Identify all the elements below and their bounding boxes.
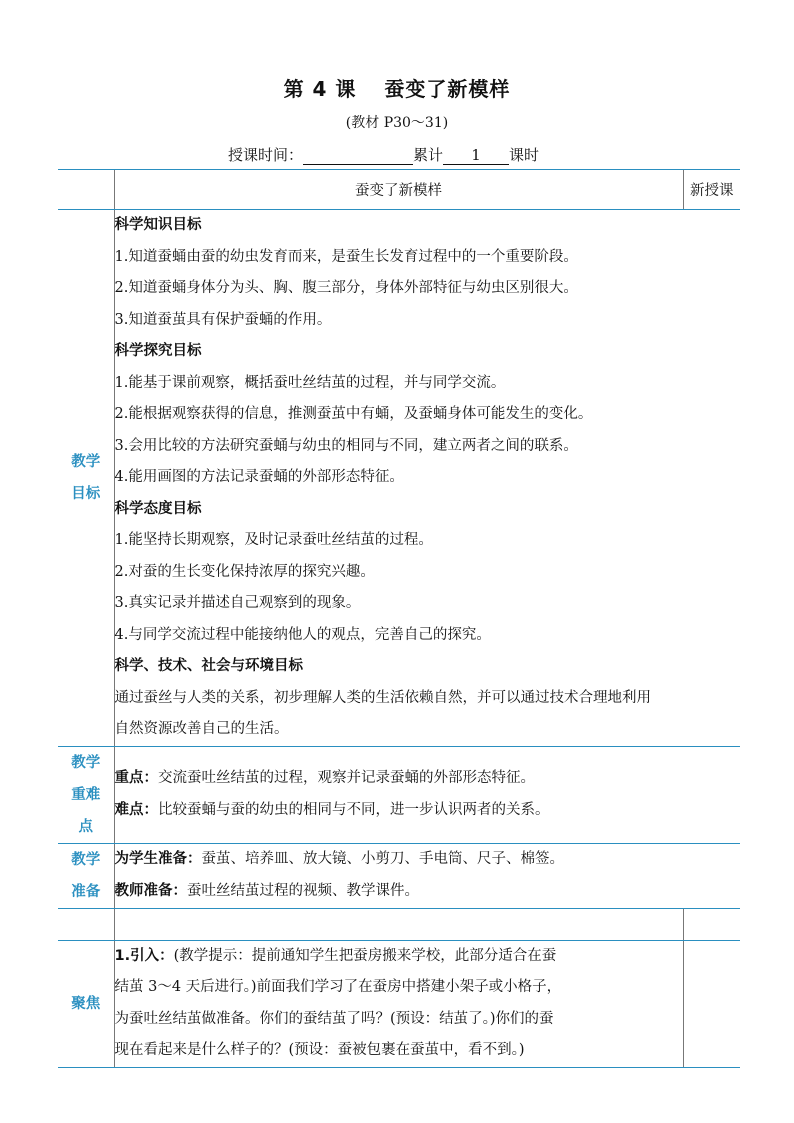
focus-line: 为蚕吐丝结茧做准备。你们的蚕结茧了吗？(预设：结茧了。)你们的蚕 (114, 1010, 554, 1027)
cumulative-value: 1 (443, 146, 509, 165)
objective-item: 2.知道蚕蛹身体分为头、胸、腹三部分，身体外部特征与幼虫区别很大。 (114, 280, 578, 296)
preparation-label: 教学 准备 (58, 843, 114, 908)
blank-row (58, 908, 740, 940)
period-unit: 课时 (509, 146, 540, 164)
objective-item: 1.能坚持长期观察，及时记录蚕吐丝结茧的过程。 (114, 532, 433, 548)
blank-cell (683, 908, 740, 940)
objective-item: 1.能基于课前观察，概括蚕吐丝结茧的过程，并与同学交流。 (114, 374, 506, 391)
cumulative-label: 累计 (413, 146, 444, 164)
objective-item: 通过蚕丝与人类的关系，初步理解人类的生活依赖自然，并可以通过技术合理地利用 (114, 689, 651, 706)
blank-cell (114, 908, 683, 940)
lesson-name: 蚕变了新模样 (384, 77, 511, 101)
section-heading: 科学探究目标 (114, 343, 202, 359)
lesson-number: 第 4 课 (283, 77, 357, 101)
focus-line: 结茧 3～4 天后进行。)前面我们学习了在蚕房中搭建小架子或小格子， (114, 979, 562, 995)
textbook-reference: (教材 P30～31) (345, 115, 449, 131)
objective-item: 1.知道蚕蛹由蚕的幼虫发育而来，是蚕生长发育过程中的一个重要阶段。 (114, 248, 578, 265)
focus-point: 重点：交流蚕吐丝结茧的过程，观察并记录蚕蛹的外部形态特征。 (114, 770, 535, 786)
focus-line: 现在看起来是什么样子的？(预设：蚕被包裹在蚕茧中，看不到。) (114, 1042, 525, 1058)
objective-item: 4.能用画图的方法记录蚕蛹的外部形态特征。 (114, 469, 404, 485)
objective-item: 3.知道蚕茧具有保护蚕蛹的作用。 (114, 311, 332, 328)
focus-content (114, 940, 683, 1067)
key-points-row (58, 746, 740, 843)
objective-item: 4.与同学交流过程中能接纳他人的观点，完善自己的探究。 (114, 626, 491, 643)
focus-line: 1.引入：(教学提示：提前通知学生把蚕房搬来学校，此部分适合在蚕 (114, 947, 557, 964)
preparation-content (114, 843, 740, 908)
class-time-line (228, 144, 539, 165)
section-heading: 科学态度目标 (114, 500, 202, 517)
difficulty-point: 难点：比较蚕蛹与蚕的幼虫的相同与不同，进一步认识两者的关系。 (114, 801, 550, 818)
topic-row (58, 170, 740, 210)
student-preparation: 为学生准备：蚕茧、培养皿、放大镜、小剪刀、手电筒、尺子、棉签。 (114, 851, 564, 867)
lesson-type-cell: 新授课 (683, 170, 740, 210)
objectives-row (58, 210, 740, 747)
time-label: 授课时间： (228, 146, 304, 164)
key-points-label: 教学 重难 点 (58, 746, 114, 843)
objective-item: 2.能根据观察获得的信息，推测蚕茧中有蛹，及蚕蛹身体可能发生的变化。 (114, 406, 593, 422)
section-heading: 科学知识目标 (114, 217, 202, 233)
key-points-content (114, 746, 740, 843)
objective-item: 3.真实记录并描述自己观察到的现象。 (114, 595, 361, 611)
preparation-row (58, 843, 740, 908)
focus-label: 聚焦 (58, 940, 114, 1067)
topic-row-label (58, 170, 114, 210)
section-heading: 科学、技术、社会与环境目标 (114, 658, 303, 674)
objectives-content (114, 210, 740, 747)
lesson-plan-table (58, 169, 740, 1068)
blank-cell (58, 908, 114, 940)
time-blank (303, 146, 413, 165)
lesson-title (0, 73, 794, 102)
objectives-label: 教学 目标 (58, 210, 114, 747)
objective-item: 自然资源改善自己的生活。 (114, 721, 289, 737)
objective-item: 2.对蚕的生长变化保持浓厚的探究兴趣。 (114, 563, 375, 580)
objective-item: 3.会用比较的方法研究蚕蛹与幼虫的相同与不同，建立两者之间的联系。 (114, 437, 578, 454)
focus-row (58, 940, 740, 1067)
teacher-preparation: 教师准备：蚕吐丝结茧过程的视频、教学课件。 (114, 882, 419, 899)
focus-side-cell (683, 940, 740, 1067)
topic-cell: 蚕变了新模样 (114, 170, 683, 210)
